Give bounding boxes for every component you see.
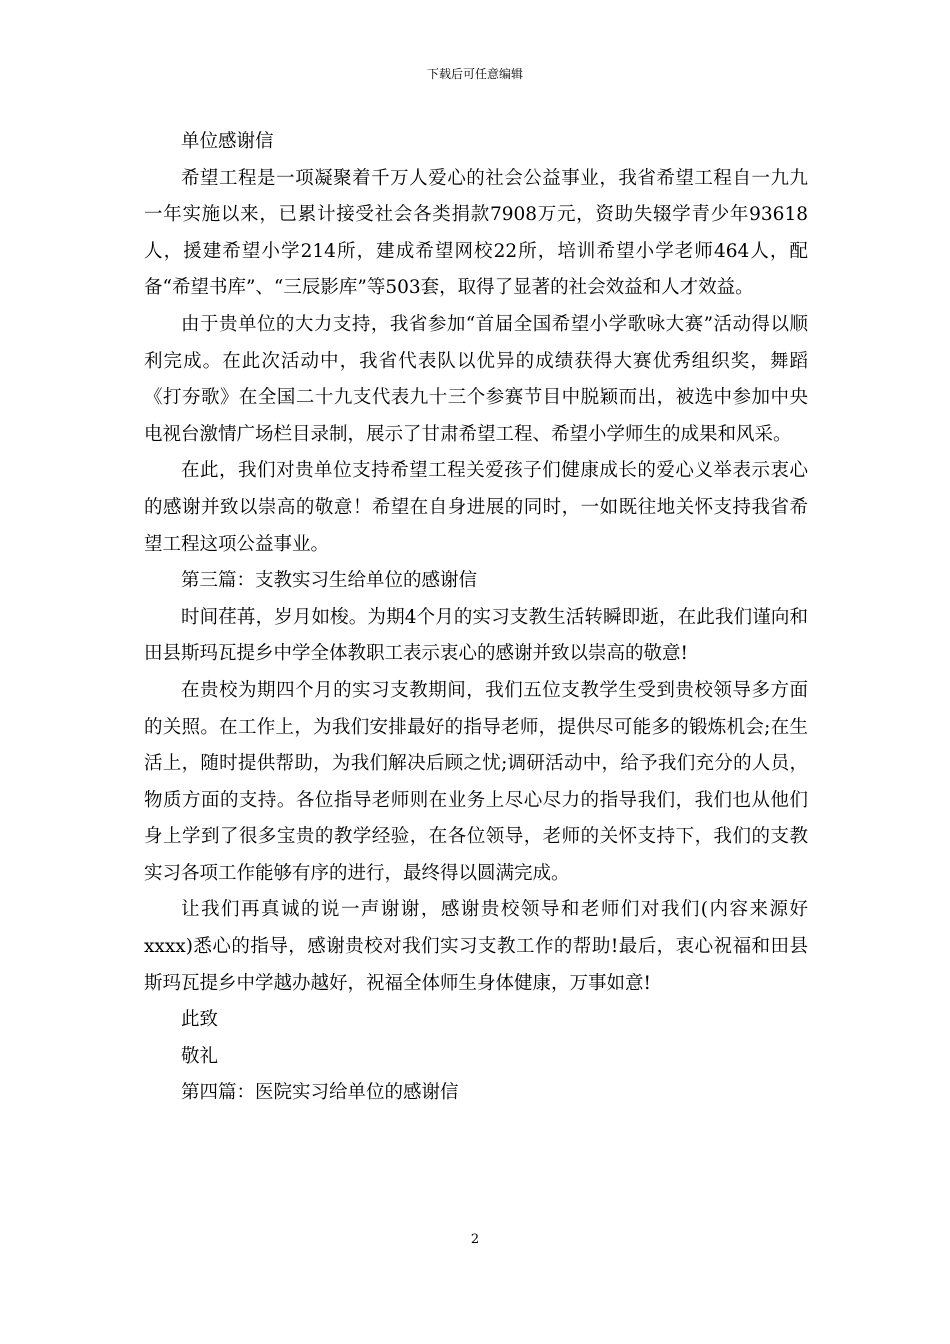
section-heading-part-four: 第四篇：医院实习给单位的感谢信 (181, 1082, 459, 1104)
page-header: 下载后可任意编辑 (426, 67, 523, 81)
paragraph: 希望工程是一项凝聚着千万人爱心的社会公益事业，我省希望工程自一九九一年实施以来，已累计接受社会各类捐款7908万元，资助失辍学青少年93618人，援建希望小学214所，建成希望网校22所，培训希望小学老师464人，配备“希望书库”、“三辰影库”等503套，取得了显著的社会效益和人才效益。 (144, 167, 808, 299)
section-heading-part-three: 第三篇：支教实习生给单位的感谢信 (181, 570, 478, 592)
document-body (144, 124, 808, 1112)
page-number: 2 (470, 1232, 480, 1247)
paragraph: 时间荏苒，岁月如梭。为期4个月的实习支教生活转瞬即逝，在此我们谨向和田县斯玛瓦提乡中学全体教职工表示衷心的感谢并致以崇高的敬意! (144, 606, 808, 665)
paragraph: 由于贵单位的大力支持，我省参加“首届全国希望小学歌咏大赛”活动得以顺利完成。在此次活动中，我省代表队以优异的成绩获得大赛优秀组织奖，舞蹈《打夯歌》在全国二十九支代表九十三个参赛节目中脱颖而出，被选中参加中央电视台激情广场栏目录制，展示了甘肃希望工程、希望小学师生的成果和风采。 (144, 313, 808, 445)
paragraph: 在此，我们对贵单位支持希望工程关爱孩子们健康成长的爱心义举表示衷心的感谢并致以崇高的敬意！希望在自身进展的同时，一如既往地关怀支持我省希望工程这项公益事业。 (144, 460, 808, 555)
closing-salutation: 此致 (181, 1009, 219, 1031)
closing-regards: 敬礼 (181, 1045, 219, 1067)
letter-title: 单位感谢信 (181, 131, 274, 152)
paragraph: 让我们再真诚的说一声谢谢，感谢贵校领导和老师们对我们(内容来源好xxxx)悉心的指导，感谢贵校对我们实习支教工作的帮助!最后，衷心祝福和田县斯玛瓦提乡中学越办越好，祝福全体师生身体健康，万事如意! (144, 899, 808, 994)
paragraph: 在贵校为期四个月的实习支教期间，我们五位支教学生受到贵校领导多方面的关照。在工作上，为我们安排最好的指导老师，提供尽可能多的锻炼机会;在生活上，随时提供帮助，为我们解决后顾之忧;调研活动中，给予我们充分的人员，物质方面的支持。各位指导老师则在业务上尽心尽力的指导我们，我们也从他们身上学到了很多宝贵的教学经验，在各位领导，老师的关怀支持下，我们的支教实习各项工作能够有序的进行，最终得以圆满完成。 (144, 679, 808, 884)
